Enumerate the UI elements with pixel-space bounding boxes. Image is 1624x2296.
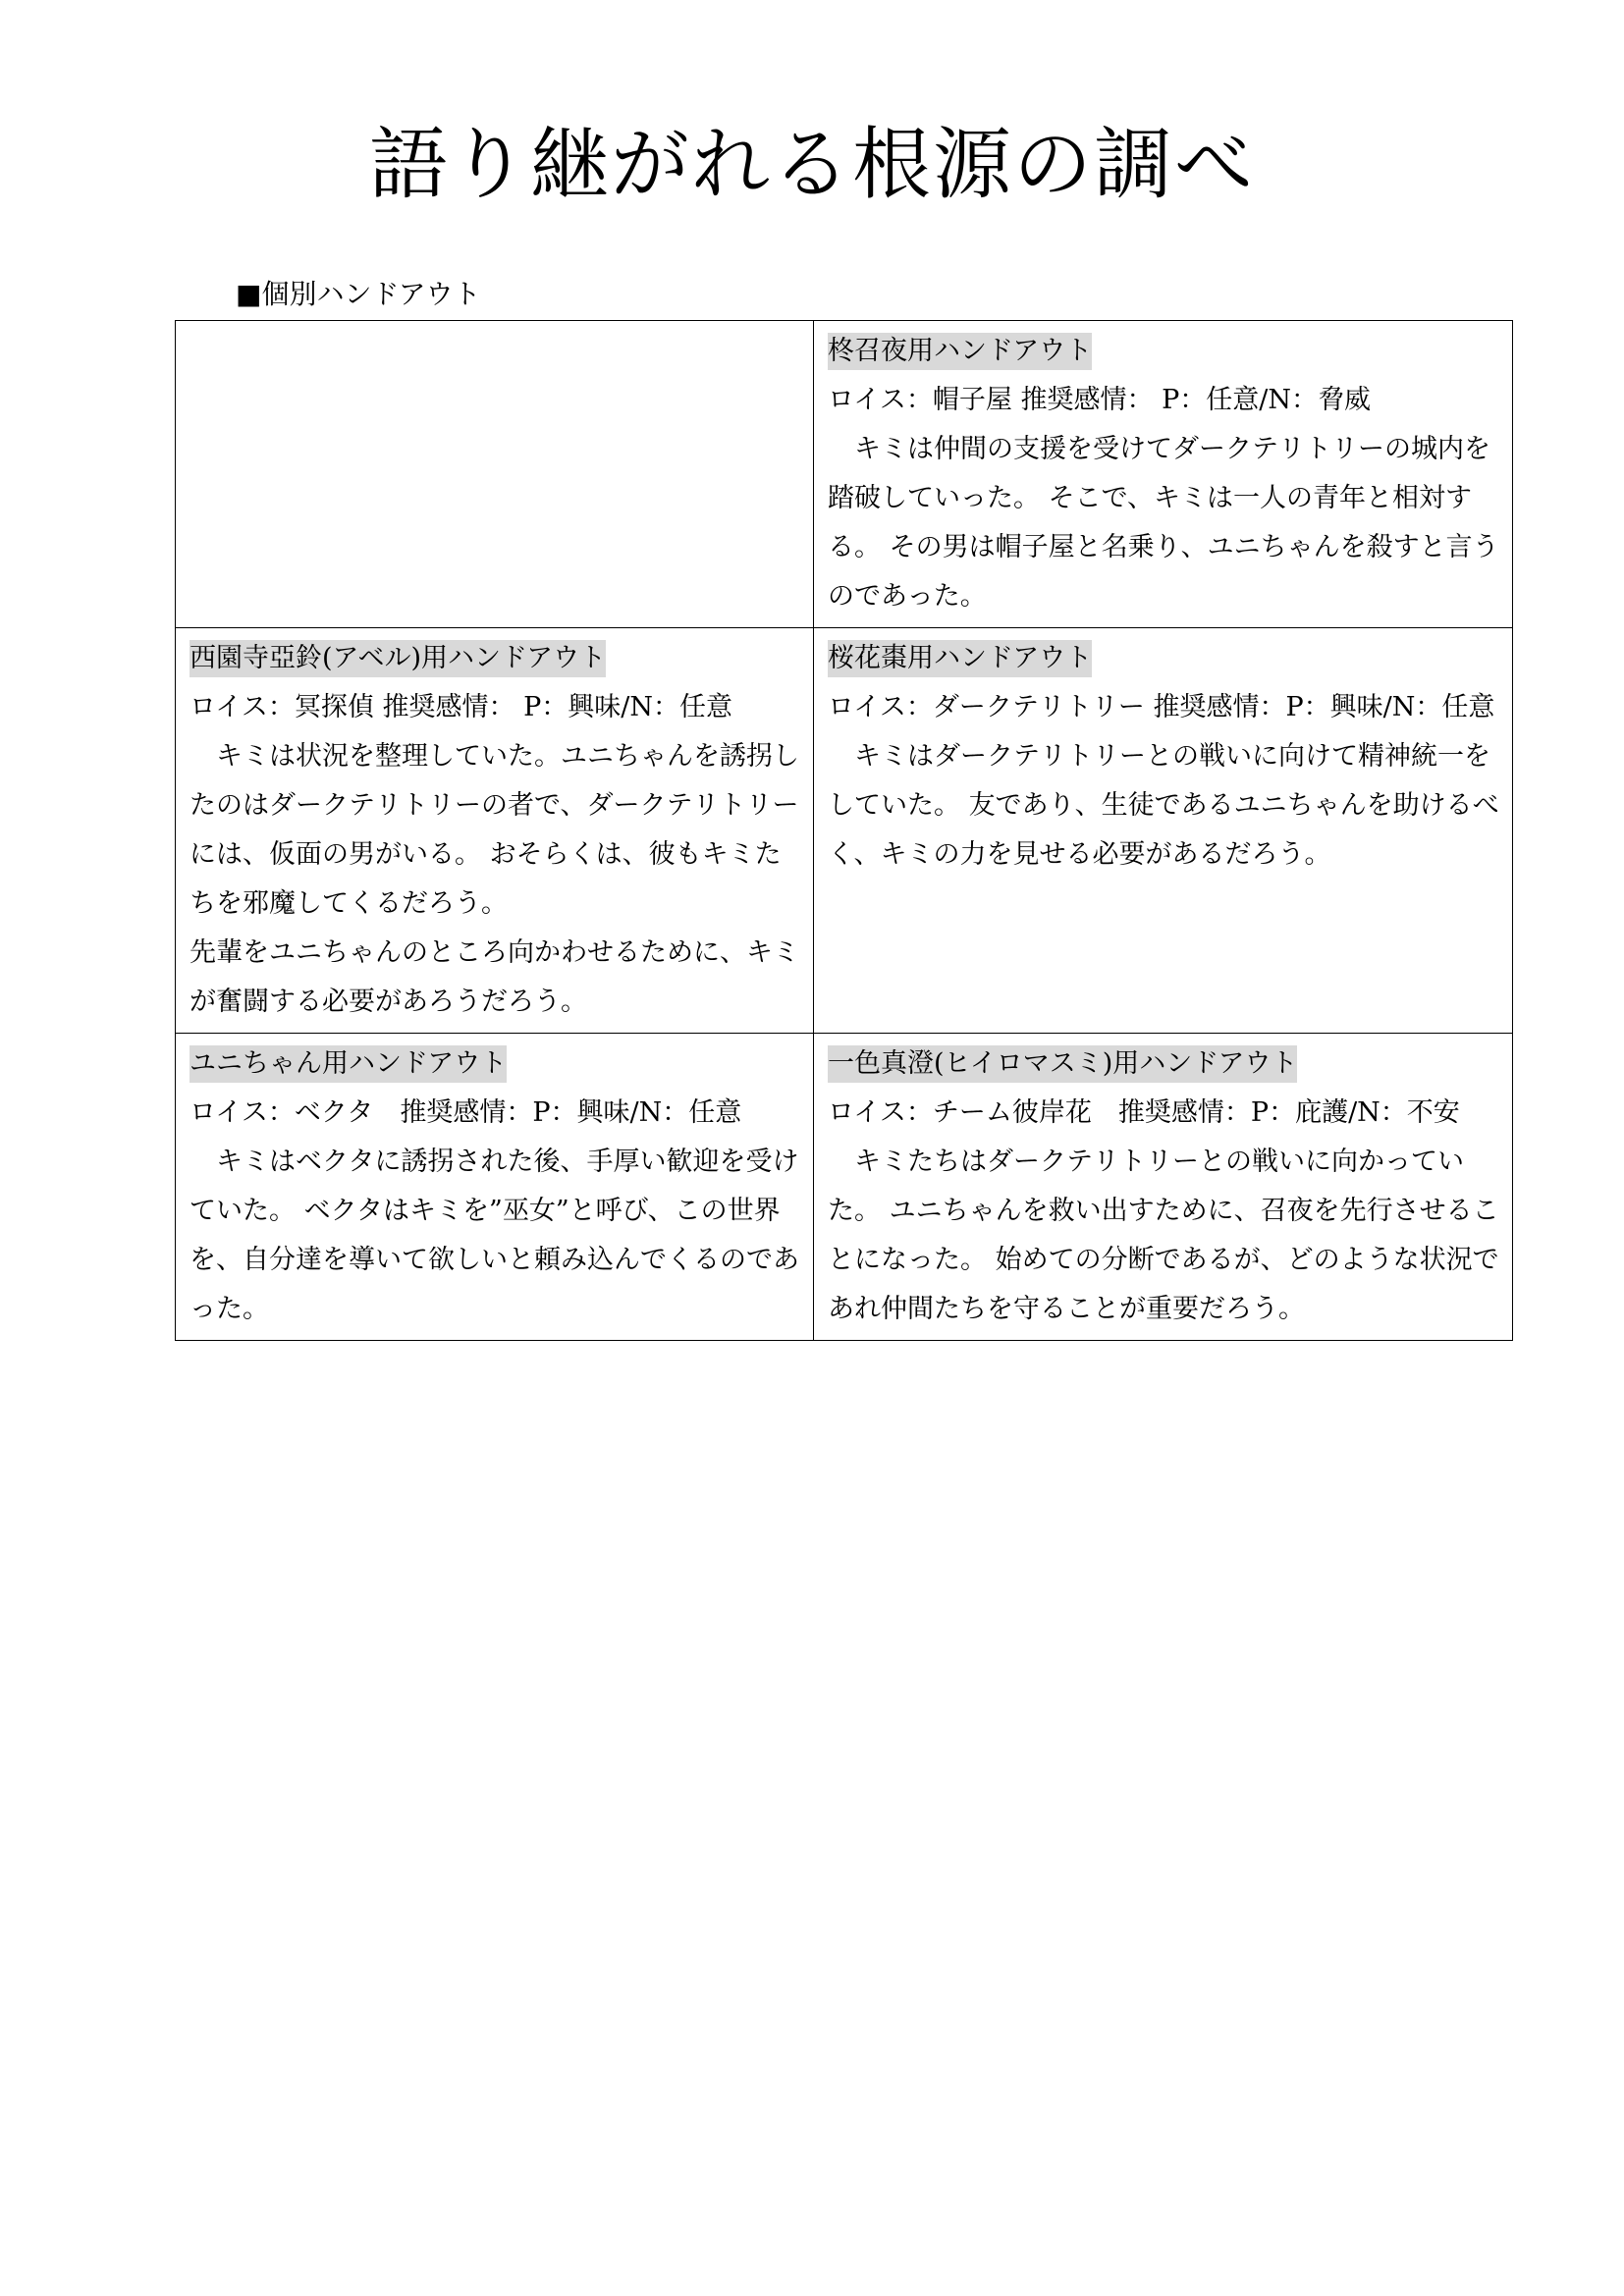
table-row: [176, 321, 1513, 628]
handout-body: キミは状況を整理していた。ユニちゃんを誘拐したのはダークテリトリーの者で、ダークテリトリーには、仮面の男がいる。 おそらくは、彼もキミたちを邪魔してくるだろう。: [189, 741, 799, 919]
handout-roice: ロイス：帽子屋 推奨感情： P：任意/N：脅威: [828, 385, 1371, 415]
handout-heading: 桜花棗用ハンドアウト: [828, 640, 1092, 677]
handout-cell-masumi: [814, 1034, 1513, 1341]
handout-heading: ユニちゃん用ハンドアウト: [189, 1045, 507, 1083]
handout-heading: 西園寺亞鈴(アベル)用ハンドアウト: [189, 640, 606, 677]
handout-body-extra: 先輩をユニちゃんのところ向かわせるために、キミが奮闘する必要があろうだろう。: [189, 937, 799, 1017]
section-label: ■個別ハンドアウト: [236, 278, 481, 310]
handout-cell-empty: [176, 321, 814, 628]
handout-cell-shoya: [814, 321, 1513, 628]
handout-heading: 柊召夜用ハンドアウト: [828, 333, 1092, 370]
table-row: [176, 628, 1513, 1034]
handout-cell-abel: [176, 628, 814, 1034]
document-title: 語り継がれる根源の調べ: [369, 119, 1255, 210]
handout-body: キミは仲間の支援を受けてダークテリトリーの城内を踏破していった。 そこで、キミは一人の青年と相対する。 その男は帽子屋と名乗り、ユニちゃんを殺すと言うのであった。: [828, 434, 1499, 612]
handout-roice: ロイス：冥探偵 推奨感情： P：興味/N：任意: [189, 692, 732, 722]
handout-body: キミはベクタに誘拐された後、手厚い歓迎を受けていた。 ベクタはキミを”巫女”と呼び、この世界を、自分達を導いて欲しいと頼み込んでくるのであった。: [189, 1147, 799, 1324]
handout-roice: ロイス：チーム彼岸花 推奨感情：P：庇護/N：不安: [828, 1097, 1460, 1128]
handout-roice: ロイス：ベクタ 推奨感情：P：興味/N：任意: [189, 1097, 742, 1128]
handout-table: [175, 320, 1513, 1341]
handout-body: キミたちはダークテリトリーとの戦いに向かっていた。 ユニちゃんを救い出すために、召夜を先行させることになった。 始めての分断であるが、どのような状況であれ仲間たちを守ることが重要だろう。: [828, 1147, 1499, 1324]
handout-cell-natsume: [814, 628, 1513, 1034]
handout-heading: 一色真澄(ヒイロマスミ)用ハンドアウト: [828, 1045, 1297, 1083]
handout-cell-uni: [176, 1034, 814, 1341]
handout-roice: ロイス：ダークテリトリー 推奨感情：P：興味/N：任意: [828, 692, 1495, 722]
handout-body: キミはダークテリトリーとの戦いに向けて精神統一をしていた。 友であり、生徒であるユニちゃんを助けるべく、キミの力を見せる必要があるだろう。: [828, 741, 1499, 870]
table-row: [176, 1034, 1513, 1341]
